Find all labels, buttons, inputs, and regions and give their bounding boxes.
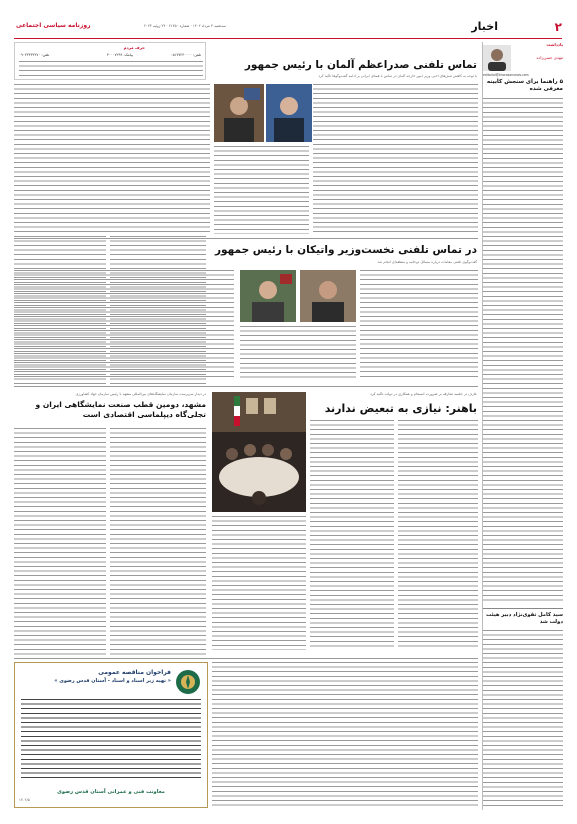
story2-col2 <box>240 326 356 380</box>
ad-footer: معاونت فنی و عمرانی آستان قدس رضوی <box>57 789 165 795</box>
story1-title: تماس تلفنی صدراعظم آلمان با رئیس جمهور <box>244 59 477 71</box>
author-name: مهدی حسن‌زاده <box>536 55 563 60</box>
story1-photo-leader <box>214 84 264 142</box>
tender-ad <box>14 662 208 808</box>
story2-photo-pm <box>300 270 356 322</box>
story1-col2 <box>214 146 309 234</box>
ad-emblem <box>175 669 201 695</box>
paper-logo <box>16 22 91 29</box>
ticker-phone-1[interactable]: تلفن: ۰۵۱۳۷۲۳۰۰۰۰ <box>170 53 201 57</box>
date-line: سه‌شنبه ۳ مرداد ۱۴۰۲ · شماره ۲۱۴۵۰ · ۲۴ ژوئیه ۲۰۲۳ <box>144 24 227 28</box>
sidebar-body-text <box>483 98 563 603</box>
story3-subtitle: عارف در جلسه معارفه بر ضرورت انسجام و همکاری در دولت تاکید کرد <box>370 392 477 396</box>
paper-name: روزنامه سیاسی اجتماعی <box>16 22 91 29</box>
ticker-lines <box>19 61 203 77</box>
page-header <box>14 22 562 34</box>
ad-body <box>21 699 201 779</box>
left-column-a <box>14 84 106 384</box>
story2-photo-president <box>240 270 296 322</box>
story1-subtitle: با توجه به کاهش تنش‌های اخیر، وزیر امور خارجه آلمان در تماس با همتای ایرانی بر ادامه گفت‌وگوها تاکید کرد <box>318 74 477 78</box>
ad-code: ۱۴۰۲/۵ <box>19 798 30 802</box>
sidebar-divider <box>483 608 563 609</box>
story3-photo-meeting <box>212 392 306 512</box>
ticker-phone-2[interactable]: پیامک: ۳۰۰۰۷۲۹۹ <box>106 53 133 57</box>
story1-photo-chancellor <box>266 84 312 142</box>
story2-col1 <box>360 270 478 380</box>
author-photo <box>483 45 511 71</box>
story4-title: مشهد، دومین قطب صنعت نمایشگاهی ایران و تجلی‌گاه دیپلماسی اقتصادی است <box>35 400 206 419</box>
story2-title: در تماس تلفنی نخست‌وزیر واتیکان با رئیس جمهور <box>214 244 477 256</box>
story4-kicker: در دیدار سرپرست سازمان نمایشگاه‌های بین‌المللی مشهد با رئیس سازمان جهاد کشاورزی <box>75 392 206 396</box>
ticker-heading: حرف مردم <box>123 45 145 50</box>
ad-subtitle: « تهیه زیر اسناد و اسناد - آستان قدس رضوی » <box>54 678 171 684</box>
bottom-divider <box>14 658 478 659</box>
ticker-box <box>14 42 206 80</box>
story3-col1 <box>398 420 478 650</box>
story2-subtitle: گفت‌وگوی تلفنی مقامات درباره مسائل دوجانبه و منطقه‌ای انجام شد <box>377 260 477 264</box>
section-title: اخبار <box>471 20 498 33</box>
ad-title: فراخوان مناقصه عمومی <box>98 669 171 676</box>
story4-col1 <box>110 428 206 656</box>
author-email[interactable]: editorial@khorasannews.com <box>483 73 529 77</box>
sidebar-second-title: سید کامل تقوی‌نژاد دبیر هیئت دولت شد <box>486 612 563 625</box>
page-number: ۲ <box>554 20 562 34</box>
sidebar-title: ۵ راهنما برای سنجش کابینه معرفی شده <box>486 79 563 92</box>
story3-col3 <box>212 516 306 650</box>
sidebar-second-body <box>483 630 563 808</box>
story3-title: باهنر: نیازی به تبعیض ندارند <box>324 402 477 415</box>
story4-col2 <box>14 428 106 656</box>
ticker-phone-3[interactable]: تلفن: ۰۹۰۳۳۳۳۳۲۷۰ <box>19 53 50 57</box>
sidebar-label: یادداشت <box>546 42 563 47</box>
sidebar-column <box>483 42 563 810</box>
left-column-b <box>110 84 206 384</box>
header-rule <box>14 38 562 39</box>
story1-col1 <box>313 84 478 234</box>
story3-continuation <box>212 662 478 808</box>
story3-col2 <box>310 420 394 650</box>
sidebar-separator <box>482 42 483 810</box>
story2-divider <box>14 386 478 387</box>
